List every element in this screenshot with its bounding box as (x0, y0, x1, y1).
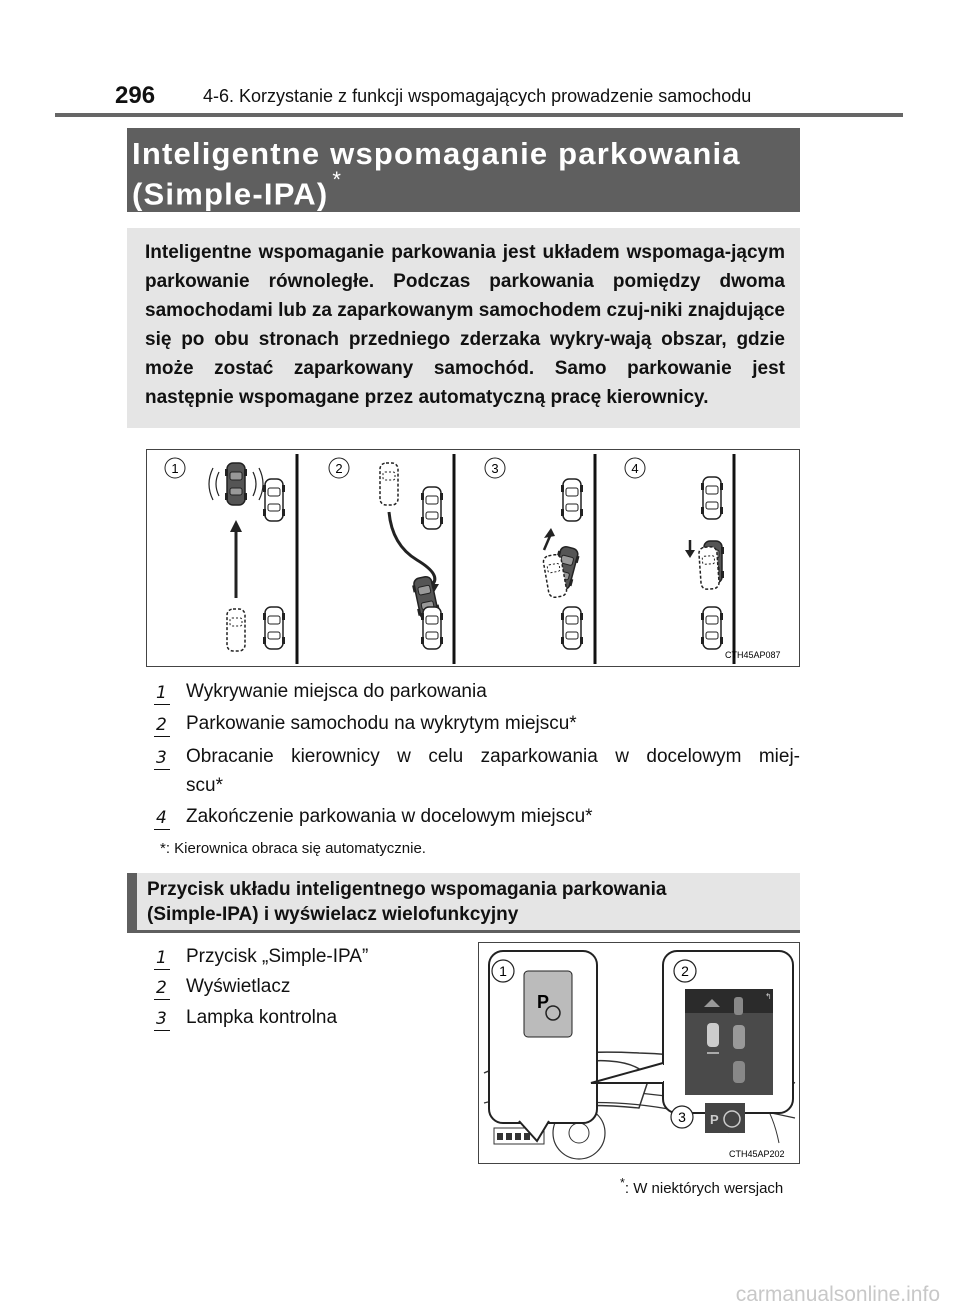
step-note: *: Kierownica obraca się automatycznie. (160, 840, 426, 857)
panel-1 (165, 454, 297, 664)
intro-text: Inteligentne wspomaganie parkowania jest układem wspomaga-jącym parkowanie równoległe. Podczas parkowania pomiędzy dwoma samochodami lub za zaparkowanym samochodem czuj-niki znajdujące się po obu stronach przedniego zderzaka wykry-wają obszar, gdzie może zostać zaparkowany samochód. Samo parkowanie jest następnie wspomagane przez automatyczną pracę kierownicy. (145, 242, 785, 408)
panel-3-marker: 3 (491, 461, 499, 476)
title-line-1: Inteligentne wspomaganie parkowania (132, 136, 741, 171)
parking-sequence-illustration (147, 450, 799, 666)
dashboard-illustration (479, 943, 799, 1163)
figure-2-marker-3: 3 (678, 1109, 686, 1125)
panel-2 (329, 454, 454, 664)
subsection-header (127, 873, 800, 933)
step-3-text-line-1: Obracanie kierownicy w celu zaparkowania w docelowym miej- (186, 746, 800, 767)
panel-4 (625, 454, 734, 664)
step-4-text: Zakończenie parkowania w docelowym miejscu* (186, 806, 593, 827)
section-title-bar (127, 128, 800, 212)
title-asterisk: * (332, 167, 343, 192)
intro-box (127, 228, 800, 428)
component-3-number: 3 (156, 1009, 167, 1029)
component-2-number: 2 (156, 978, 167, 998)
step-1-number: 1 (156, 683, 167, 703)
header-rule (55, 113, 903, 117)
figure-2-code: CTH45AP202 (729, 1149, 785, 1159)
step-2-number: 2 (156, 715, 167, 735)
subsection-underline (127, 930, 800, 933)
svg-text:↰: ↰ (765, 992, 772, 1001)
ipa-button-letter: P (537, 992, 550, 1012)
dashboard-figure (478, 942, 800, 1164)
step-3-number: 3 (156, 748, 167, 768)
svg-text:P: P (710, 1112, 719, 1127)
panel-3 (485, 454, 595, 664)
running-header: 4-6. Korzystanie z funkcji wspomagających prowadzenie samochodu (203, 86, 752, 106)
figure-2-marker-2: 2 (681, 963, 689, 979)
step-4-number: 4 (156, 808, 167, 828)
parking-sequence-figure (146, 449, 800, 667)
subsection-title-line-1: Przycisk układu inteligentnego wspomagania parkowania (147, 879, 667, 900)
footnote-asterisk: * (620, 1176, 625, 1190)
footnote (620, 1176, 783, 1197)
component-3-text: Lampka kontrolna (186, 1007, 338, 1028)
subsection-title-line-2: (Simple-IPA) i wyświelacz wielofunkcyjny (147, 904, 519, 925)
step-2-text: Parkowanie samochodu na wykrytym miejscu* (186, 713, 577, 734)
panel-4-marker: 4 (631, 461, 639, 476)
figure-2-marker-1: 1 (499, 963, 507, 979)
step-1-text: Wykrywanie miejsca do parkowania (186, 681, 487, 702)
title-line-2 (132, 167, 343, 212)
component-2-text: Wyświetlacz (186, 976, 291, 997)
footnote-text: : W niektórych wersjach (624, 1180, 784, 1197)
component-1-text: Przycisk „Simple-IPA” (186, 946, 369, 967)
step-3-text-line-2: scu* (186, 775, 223, 796)
figure-1-code: CTH45AP087 (725, 650, 781, 660)
watermark: carmanualsonline.info (735, 1283, 940, 1306)
page-number: 296 (115, 82, 156, 109)
panel-2-marker: 2 (335, 461, 343, 476)
title-line-2-text: (Simple-IPA) (132, 176, 329, 212)
panel-1-marker: 1 (171, 461, 179, 476)
component-1-number: 1 (156, 948, 167, 968)
